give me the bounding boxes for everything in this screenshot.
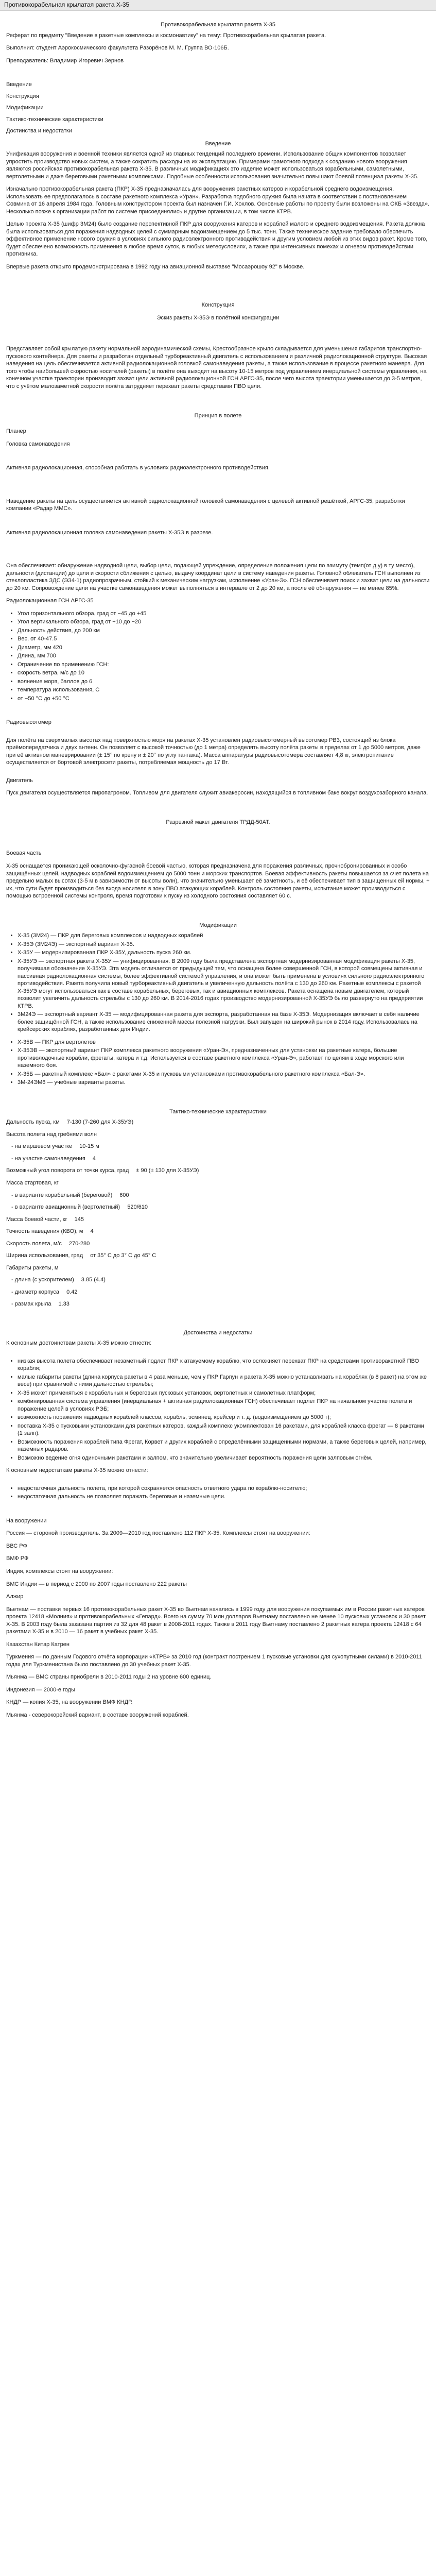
spec-value: 0.42	[66, 1289, 78, 1295]
subheading: Двигатель	[6, 777, 33, 784]
paragraph: Мьянма — ВМС страны приобрели в 2010-2011 годы 2 на уровне 600 единиц.	[6, 1674, 212, 1681]
spec-row	[6, 1289, 430, 1296]
paragraph: Туркмения — по данным Годового отчёта корпорации «КТРВ» за 2010 год (контракт пострением 1 пусковые установки для сухопутными силами) в 2010-2011 годах для Туркменистана было поставлено до 30 учебных ракет Х-35.	[6, 1654, 422, 1668]
subheading: Планер	[6, 428, 26, 435]
list-item: • от −50 °С до +50 °С	[18, 695, 430, 703]
spec-row	[6, 1300, 430, 1308]
spec-label: - в варианте корабельный (береговой)	[11, 1192, 113, 1198]
spec-label: Высота полета над гребнями волн	[6, 1131, 97, 1138]
list-item: • Угол горизонтального обзора, град от −45 до +45	[18, 610, 430, 618]
spec-row	[6, 1240, 430, 1248]
specs-list	[6, 1118, 430, 1308]
paragraph: Индия, комплексы стоят на вооружении:	[6, 1568, 113, 1574]
spec-label: Точность наведения (КВО), м	[6, 1228, 83, 1235]
spec-label: Ширина использования, град	[6, 1252, 83, 1259]
section-heading-flight: Принцип в полете	[194, 412, 242, 419]
spec-row	[6, 1179, 430, 1187]
modifications-list	[6, 932, 430, 1033]
spec-list	[6, 610, 430, 703]
pros-list	[6, 1358, 430, 1462]
list-item: • комбинированная система управления (инерциальная + активная радиолокационная ГСН) обеспечивает подлет ПКР на начальном участке полета и поражение целей в условиях РЭБ;	[18, 1398, 430, 1413]
spec-label: - на маршевом участке	[11, 1143, 73, 1150]
paragraph: Активная радиолокационная, способная работать в условиях радиоэлектронного противодействия.	[6, 465, 270, 471]
list-item: • Дальность действия, до 200 км	[18, 627, 430, 635]
list-item: • возможность поражения надводных кораблей классов, корабль, эсминец, крейсер и т. д. (водоизмещением до 5000 т);	[18, 1414, 430, 1421]
paragraph: Активная радиолокационная головка самонаведения ракеты Х-35Э в разрезе.	[6, 529, 213, 536]
list-item: • Угол вертикального обзора, град от +10 до −20	[18, 618, 430, 626]
paragraph: Целью проекта Х-35 (шифр 3М24) было создание перспективной ПКР для вооружения катеров и кораблей малого и среднего водоизмещения. Ракета должна была использоваться для поражения надводных целей с суммарным водоизмещением до 5 тыс. тонн. Также техническое задание требовало обеспечить эффективное применение нового оружия в условиях сильного радиоэлектронного противодействия и другим условием любой из этих видов ракет. Кроме того, будет обеспечено возможность применения в любое время суток, в любых метеоусловиях, а также при интенсивных помехах и огневом противодействии противника.	[6, 221, 428, 258]
spec-row	[6, 1276, 430, 1284]
spec-value: 10-15 м	[79, 1143, 99, 1150]
spec-value: 3.85 (4.4)	[81, 1277, 106, 1283]
page-title: Противокорабельная крылатая ракета Х-35	[4, 1, 130, 9]
list-item: • Х-35У — модернизированная ПКР Х-35У, дальность пуска 260 км.	[18, 949, 430, 957]
paragraph: Х-35 оснащается проникающей осколочно-фугасной боевой частью, которая предназначена для поражения различных, прочнобронированных и особо защищённых целей, надводных кораблей водоизмещением до 5000 тонн и морских транспортов. Боевая эффективность ракеты повышается за счет полета на предельно малых высотах (3-5 м в зависимости от высоты волн), что значительно уменьшает её заметность, и её обеспечивает тип в защищенных ей нормы, + их, что сути будет производиться без входа носителя в зону ПВО атакующих кораблей. Контроль состояния ракеты, испытание может производиться с помощью встроенной системы контроля, время подготовки к пуску из холодного состояния составляет 60 с.	[6, 863, 430, 900]
paragraph: Мьянма - северокорейский вариант, в составе вооружений кораблей.	[6, 1711, 189, 1718]
spec-row	[6, 1252, 430, 1260]
paragraph: Пуск двигателя осуществляется пиропатроном. Топливом для двигателя служит авиакеросин, находящийся в топливном баке вокруг воздухозаборного канала.	[6, 790, 428, 796]
spec-label: - в варианте авиационный (вертолетный)	[11, 1204, 120, 1211]
spec-value: 145	[74, 1216, 84, 1223]
table-of-contents	[6, 81, 430, 135]
toc-item[interactable]: Тактико-технические характеристики	[6, 116, 103, 123]
list-item: • недостаточная дальность не позволяет поражать береговые и наземные цели.	[18, 1493, 430, 1501]
section-heading-specs: Тактико-технические характеристики	[169, 1108, 267, 1115]
spec-label: - на участке самонаведения	[11, 1155, 85, 1162]
list-item: • Х-35УЭ — экспортная ракета Х-35У — унифицированная. В 2009 году была представлена экспортная модернизированная модификация ракеты Х-35, получившая обозначение Х-35УЭ. Эта модель отличается от предыдущей тем, что оснащена более совершенной ГСН, в которой совмещены активная и пассивная радиолокационная системы, более эффективной системой управления, и она может быть применена в условиях сильного радиоэлектронного противодействия. Ракета получила новый турбореактивный двигатель и увеличенную дальность полёта с 130 до 260 км. Ракетные комплексы с ракетой Х-35УЭ могут использоваться как в составе корабельных, береговых, так и авиационных комплексов. Ракета оснащена новым двигателем, который позволит увеличить дальность стрельбы с 130 до 260 км. В 2014-2016 годах производство модернизированной Х-35УЭ было развернуто на предприятии КТРВ.	[18, 958, 430, 1010]
list-item: • скорость ветра, м/с до 10	[18, 669, 430, 677]
subheading: На вооружении	[6, 1517, 47, 1524]
list-item: • малые габариты ракеты (длина корпуса ракеты в 4 раза меньше, чем у ПКР Гарпун и ракета Х-35 можно устанавливать на кораблях (в 8 ракет) на этом же весе) при сравнимой с ними дальностью стрельбы;	[18, 1374, 430, 1388]
spec-label: Габариты ракеты, м	[6, 1264, 59, 1271]
cons-list	[6, 1485, 430, 1501]
toc-item[interactable]: Введение	[6, 81, 32, 88]
spec-value: ± 90 (± 130 для Х-35УЭ)	[136, 1167, 199, 1174]
image-caption: Эскиз ракеты Х-35Э в полётной конфигурации	[156, 314, 280, 321]
meta-line: Выполнил: студент Аэрокосмического факультета Разорёнов М. М. Группа ВО-106Б.	[6, 45, 229, 52]
paragraph: Казахстан Китар Катрен	[6, 1641, 69, 1648]
paragraph: К основным недостаткам ракеты Х-35 можно отнести:	[6, 1467, 148, 1474]
section-heading-modifications: Модификации	[199, 922, 237, 928]
toc-item[interactable]: Конструкция	[6, 93, 39, 99]
spec-label: - длина (с ускорителем)	[11, 1277, 74, 1283]
paragraph: Впервые ракета открыто продемонстрирована в 1992 году на авиационной выставке "Мосаэрошоу 92" в Москве.	[6, 263, 305, 270]
spec-label: Дальность пуска, км	[6, 1119, 60, 1126]
paragraph: Вьетнам — поставки первых 16 противокорабельных ракет Х-35 во Вьетнам начались в 1999 году для вооружения покупаемых им в России ракетных катеров проекта 12418 «Молния» и противокорабельных «Гепард». Всего на сумму 70 млн долларов Вьетнаму поставлено не менее 10 пусковых установок и 30 ракет Х-35. В 2003 году была заказана партия из 32 для 48 ракет в 2008-2011 годах. Также в 2011 году Вьетнаму поставлено 2 ракетных катера проекта 12418 с 64 ракетами Х-35 и в 2010 — 16 ракет в учебных ракет Х-35.	[6, 1606, 426, 1635]
meta-line: Преподаватель: Владимир Игоревич Зернов	[6, 57, 124, 64]
list-item: • низкая высота полета обеспечивает незаметный подлет ПКР к атакуемому кораблю, что осложняет перехват ПКР на средствами противоракетной ПВО корабля;	[18, 1358, 430, 1372]
list-item: • волнение моря, баллов до 6	[18, 678, 430, 686]
list-item: • Вес, от 40-47.5	[18, 635, 430, 643]
list-item: • Возможно ведение огня одиночными ракетами и залпом, что значительно увеличивает вероятность поражения цели залповым огнём.	[18, 1454, 430, 1462]
paragraph: Индонезия — 2000-е годы	[6, 1686, 76, 1693]
list-item: • поставка Х-35 с пусковыми установками для ракетных катеров, каждый комплекс укомплектован 16 ракетами, для кораблей класса фрегат — 8 ракетами (1 залп).	[18, 1422, 430, 1437]
list-heading: Радиолокационная ГСН АРГС-35	[6, 598, 94, 604]
section-heading-construction: Конструкция	[201, 302, 235, 309]
spec-label: Скорость полета, м/с	[6, 1240, 62, 1247]
paragraph: ВМС Индии — в период с 2000 по 2007 годы поставлено 222 ракеты	[6, 1581, 187, 1587]
spec-value: 520/610	[127, 1204, 148, 1211]
list-item: • Х-35ЭВ — экспортный вариант ПКР комплекса ракетного вооружения «Уран-Э», предназначенных для установки на ракетные катера, большие противолодочные корабли, фрегаты, катера и т.д. Используется в составе ракетного комплекса «Уран-Э», работает по целям в ходе морского или наземного боя.	[18, 1047, 430, 1070]
paragraph: Россия — стороной производитель. За 2009—2010 год поставлено 112 ПКР Х-35. Комплексы стоят на вооружении:	[6, 1530, 310, 1537]
list-item: • 3М-24ЭМ6 — учебные варианты ракеты.	[18, 1079, 430, 1087]
paragraph: К основным достоинствам ракеты Х-35 можно отнести:	[6, 1340, 152, 1347]
spec-row	[6, 1204, 430, 1211]
list-item: • Х-35 (3М24) — ПКР для береговых комплексов и надводных кораблей	[18, 932, 430, 940]
spec-value: 4	[92, 1155, 96, 1162]
paragraph: Представляет собой крылатую ракету нормальной аэродинамической схемы, Крестообразное крыло складывается для уменьшения габаритов транспортно-пускового контейнера. Для ракеты и разработан отдельный турбореактивный двигатель с использованием и различной радиолокационной структуре. Высокая наведения на цель обеспечивается активной радиолокационной головкой самонаведения ракеты, а также использование в процессе ракетного маневра. Для того чтобы наибольшей скоростью носителей (ракеты) в полёте она выходит на высоту 10-15 метров под управлением инерциальной системы управления, на конечном участке траектории производит захват цели активной радиолокационной ГСН АРГС-35, после чего высота траектории уменьшается до 3-5 метров, что с учётом малозаметной скорости полёта затрудняет перехват ракеты средствами ПВО цели.	[6, 346, 427, 389]
spec-row	[6, 1264, 430, 1272]
paragraph: Изначально противокорабельная ракета (ПКР) Х-35 предназначалась для вооружения ракетных катеров и корабельной среднего водоизмещения. Использовать ее предполагалось в составе ракетного комплекса «Уран». Разработка подобного оружия была начата в соответствии с постановлением Совмина от 16 апреля 1984 года. Головным конструктором проекта был назначен Г.И. Хохлов. Основные работы по проекту были возложены на ОКБ «Звезда». Несколько позже к организации работ по системе присоединялись и другие организации, в том числе КТРВ.	[6, 186, 430, 215]
list-item: • Возможность поражения кораблей типа Фрегат, Корвет и других кораблей с определёнными защищенными нормами, а также береговых целей, например, наземных радаров.	[18, 1438, 430, 1453]
section-heading-pros-cons: Достоинства и недостатки	[183, 1329, 253, 1336]
section-heading-intro: Введение	[205, 140, 231, 147]
title-bar	[0, 0, 436, 11]
spec-row	[6, 1155, 430, 1163]
paragraph: ВВС РФ	[6, 1543, 27, 1549]
spec-row	[6, 1118, 430, 1126]
paragraph: Для полёта на сверхмалых высотах над поверхностью моря на ракетах Х-35 установлен радиовысотомерный высотомер РВ3, состоящий из блока приёмопередатчика и двух антенн. Он позволяет с высокой точностью (до 1 метра) определять высоту полёта ракеты в пределах от 1 до 5000 метров, даже при её активном маневрировании (± 15° по крену и ± 20° по углу тангажа). Масса аппаратуры радиовысотомера составляет 4,8 кг, электропитание осуществляется от бортовой электросети ракеты, потребляемая мощность до 17 Вт.	[6, 737, 421, 766]
image-caption: Разрезной макет двигателя ТРДД-50АТ.	[166, 819, 270, 825]
spec-value: от 35° С до 3° С до 45° С	[90, 1252, 156, 1259]
spec-row	[6, 1228, 430, 1235]
subheading: Боевая часть	[6, 850, 42, 857]
list-item: • 3М24Э — экспортный вариант Х-35 — модифицированная ракета для экспорта, разработанная на базе Х-35Э. Модернизация включает в себя наличие более защищённой ГСН, а также использование сниженной массы полезной нагрузки. Был запущен на широкий рынок в 2014 году. Использовалась на крейсерских кораблях, разработанных для Индии.	[18, 1011, 430, 1033]
paragraph: Унификация вооружения и военной техники является одной из главных тенденций последнего времени. Использование общих компонентов позволяет упростить производство новых систем, а также сократить расходы на их эксплуатацию. Примерами грамотного подхода к созданию нового вооружения являются российская противокорабельная ракета Х-35. В различных модификациях это изделие может использоваться корабельными, самолетными, вертолетными и даже береговыми ракетными комплексами. Подобные особенности использования значительно повышают боевой потенциал ракеты Х-35.	[6, 151, 419, 180]
toc-item[interactable]: Модификации	[6, 105, 44, 111]
spec-label: Масса стартовая, кг	[6, 1179, 59, 1186]
helicopter-list	[6, 1039, 430, 1087]
list-item: • температура использования, С	[18, 686, 430, 694]
spec-row	[6, 1167, 430, 1175]
paragraph: Она обеспечивает: обнаружение надводной цели, выбор цели, подающей упреждение, определение положения цели по азимуту (темп(от д у) в ту место), дальности (дистанции) до цели и скорости сближения с целью, выдачу координат цели в систему наведения ракеты. Головной облекатель ГСН выполнен из стеклопластика ЗДС (ЭЗ4-1) радиопрозрачным, стойкий к механическим нагрузкам, исполнение «Уран-Э». ГСН обеспечивает поиск и захват цели на дальности до 20 км. Сопровождение цели на участке самонаведения может выполняться в интервале от 2 до 20 км, а после её обнаружения — не менее 85%.	[6, 563, 430, 591]
paragraph: Алжир	[6, 1594, 24, 1600]
list-item: • Х-35 может применяться с корабельных и береговых пусковых установок, вертолетных и самолетных платформ;	[18, 1389, 430, 1397]
spec-label: Масса боевой части, кг	[6, 1216, 67, 1223]
document-heading: Противокорабельная крылатая ракета Х-35	[161, 22, 275, 28]
list-item: • Диаметр, мм 420	[18, 644, 430, 652]
paragraph: КНДР — копия Х-35, на вооружении ВМФ КНДР.	[6, 1699, 133, 1706]
list-item: • Х-35Б — ракетный комплекс «Бал» с ракетами Х-35 и пусковыми установками противокорабельного ракетного комплекса «Бал-Э».	[18, 1071, 430, 1078]
spec-row	[6, 1192, 430, 1199]
list-item: • Х-35Э (3М24Э) — экспортный вариант Х-35.	[18, 941, 430, 948]
list-item: • Х-35В — ПКР для вертолетов	[18, 1039, 430, 1046]
spec-label: - диаметр корпуса	[11, 1289, 60, 1295]
spec-row	[6, 1216, 430, 1224]
list-item: • Ограничение по применению ГСН:	[18, 661, 430, 669]
spec-value: 4	[90, 1228, 94, 1235]
spec-value: 7-130 (7-260 для Х-35УЭ)	[66, 1119, 134, 1126]
meta-line: Реферат по предмету "Введение в ракетные комплексы и космонавтику" на тему: Противокорабельная крылатая ракета.	[6, 32, 326, 39]
list-item: • Длина, мм 700	[18, 652, 430, 660]
spec-label: - размах крыла	[11, 1301, 51, 1308]
subheading: Головка самонаведения	[6, 440, 70, 447]
subheading: Радиовысотомер	[6, 719, 51, 726]
paragraph: Наведение ракеты на цель осуществляется активной радиолокационной головкой самонаведения с целевой активной решёткой, АРГС-35, разработки компании «Радар ММС».	[6, 498, 405, 512]
list-item: • недостаточная дальность полета, при которой сохраняется опасность ответного удара по кораблю-носителю;	[18, 1485, 430, 1493]
spec-row	[6, 1131, 430, 1139]
toc-item[interactable]: Достинства и недостатки	[6, 128, 72, 134]
spec-row	[6, 1143, 430, 1150]
paragraph: ВМФ РФ	[6, 1555, 29, 1562]
spec-label: Возможный угол поворота от точки курса, град	[6, 1167, 129, 1174]
spec-value: 1.33	[58, 1301, 69, 1308]
document-body	[0, 11, 436, 1719]
spec-value: 600	[119, 1192, 129, 1198]
spec-value: 270-280	[68, 1240, 90, 1247]
